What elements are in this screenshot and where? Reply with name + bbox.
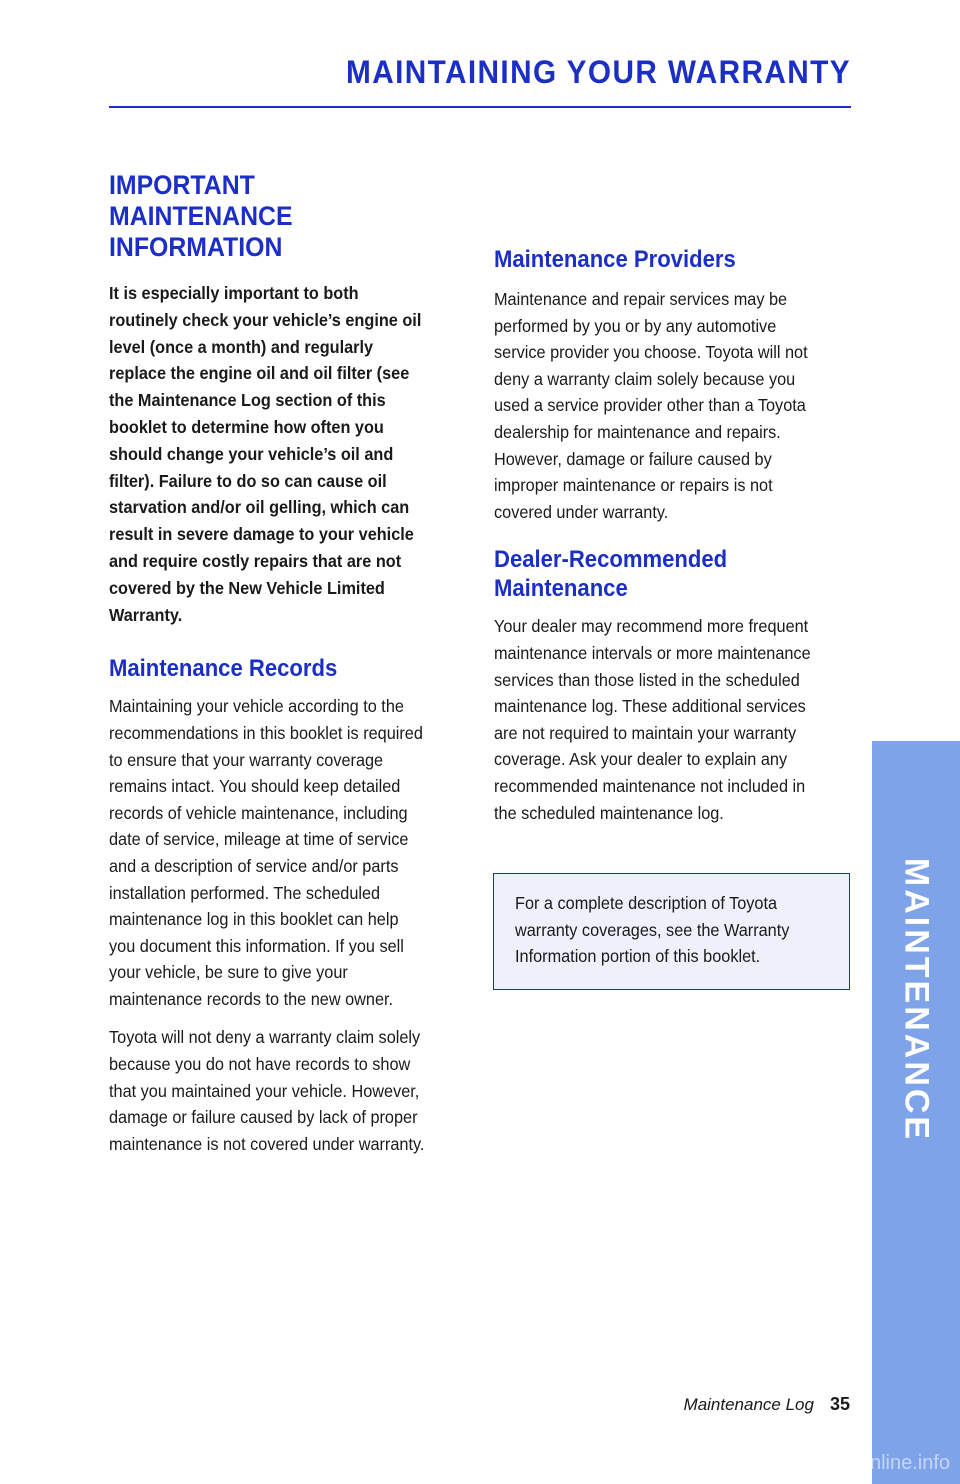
dealer-recommended-paragraph: Your dealer may recommend more frequent maintenance intervals or more maintenance services than those listed in the scheduled maintenance log. These additional services are not required to maintain your warranty coverage. Ask your dealer to explain any recommended maintenance not included in the scheduled maintenance log. [494,616,811,823]
main-heading [109,170,422,263]
page-header-title: MAINTAINING YOUR WARRANTY [346,54,851,90]
page-footer [684,1394,850,1415]
header-divider [109,106,851,108]
dealer-heading-line2: Maintenance [494,575,628,603]
maintenance-providers-heading: Maintenance Providers [494,246,736,273]
maintenance-providers-paragraph: Maintenance and repair services may be performed by you or by any automotive service provider you choose. Toyota will not deny a warranty claim solely because you used a service provider other than a Toyota dealership for maintenance and repairs. However, damage or failure caused by improper maintenance or repairs is not covered under warranty. [494,289,808,522]
section-side-tab [872,741,960,1484]
watermark: carmanualsonline.info [755,1452,950,1474]
footer-section-label: Maintenance Log [683,1395,814,1414]
maintenance-records-paragraph-1: Maintaining your vehicle according to the recommendations in this booklet is required to ensure that your warranty coverage remains intact. You should keep detailed records of vehicle maintenance, including date of service, mileage at time of service and a description of service and/or parts installation performed. The scheduled maintenance log in this booklet can help you document this information. If you sell your vehicle, be sure to give your maintenance records to the new owner. [109,696,423,1009]
left-column [109,170,449,1157]
page-number: 35 [829,1394,850,1414]
section-side-tab-label: MAINTENANCE [897,857,936,1143]
warranty-note-text: For a complete description of Toyota warranty coverages, see the Warranty Information portion of this booklet. [515,893,790,967]
maintenance-records-heading: Maintenance Records [109,655,338,683]
right-column [494,245,852,826]
maintenance-records-paragraph-2: Toyota will not deny a warranty claim solely because you do not have records to show that you maintained your vehicle. However, damage or failure caused by lack of proper maintenance is not covered under warranty. [109,1027,425,1154]
dealer-heading-line1: Dealer-Recommended [494,546,728,574]
dealer-recommended-heading [494,545,823,603]
main-heading-line1: IMPORTANT MAINTENANCE [109,170,293,231]
important-notice-text: It is especially important to both routinely check your vehicle’s engine oil level (once a month) and regularly replace the engine oil and oil filter (see the Maintenance Log section of this booklet to determine how often you should change your vehicle’s oil and filter). Failure to do so can cause oil starvation and/or oil gelling, which can result in severe damage to your vehicle and require costly repairs that are not covered by the New Vehicle Limited Warranty. [109,283,422,625]
warranty-note-box [493,873,850,990]
main-heading-line2: INFORMATION [109,232,283,262]
